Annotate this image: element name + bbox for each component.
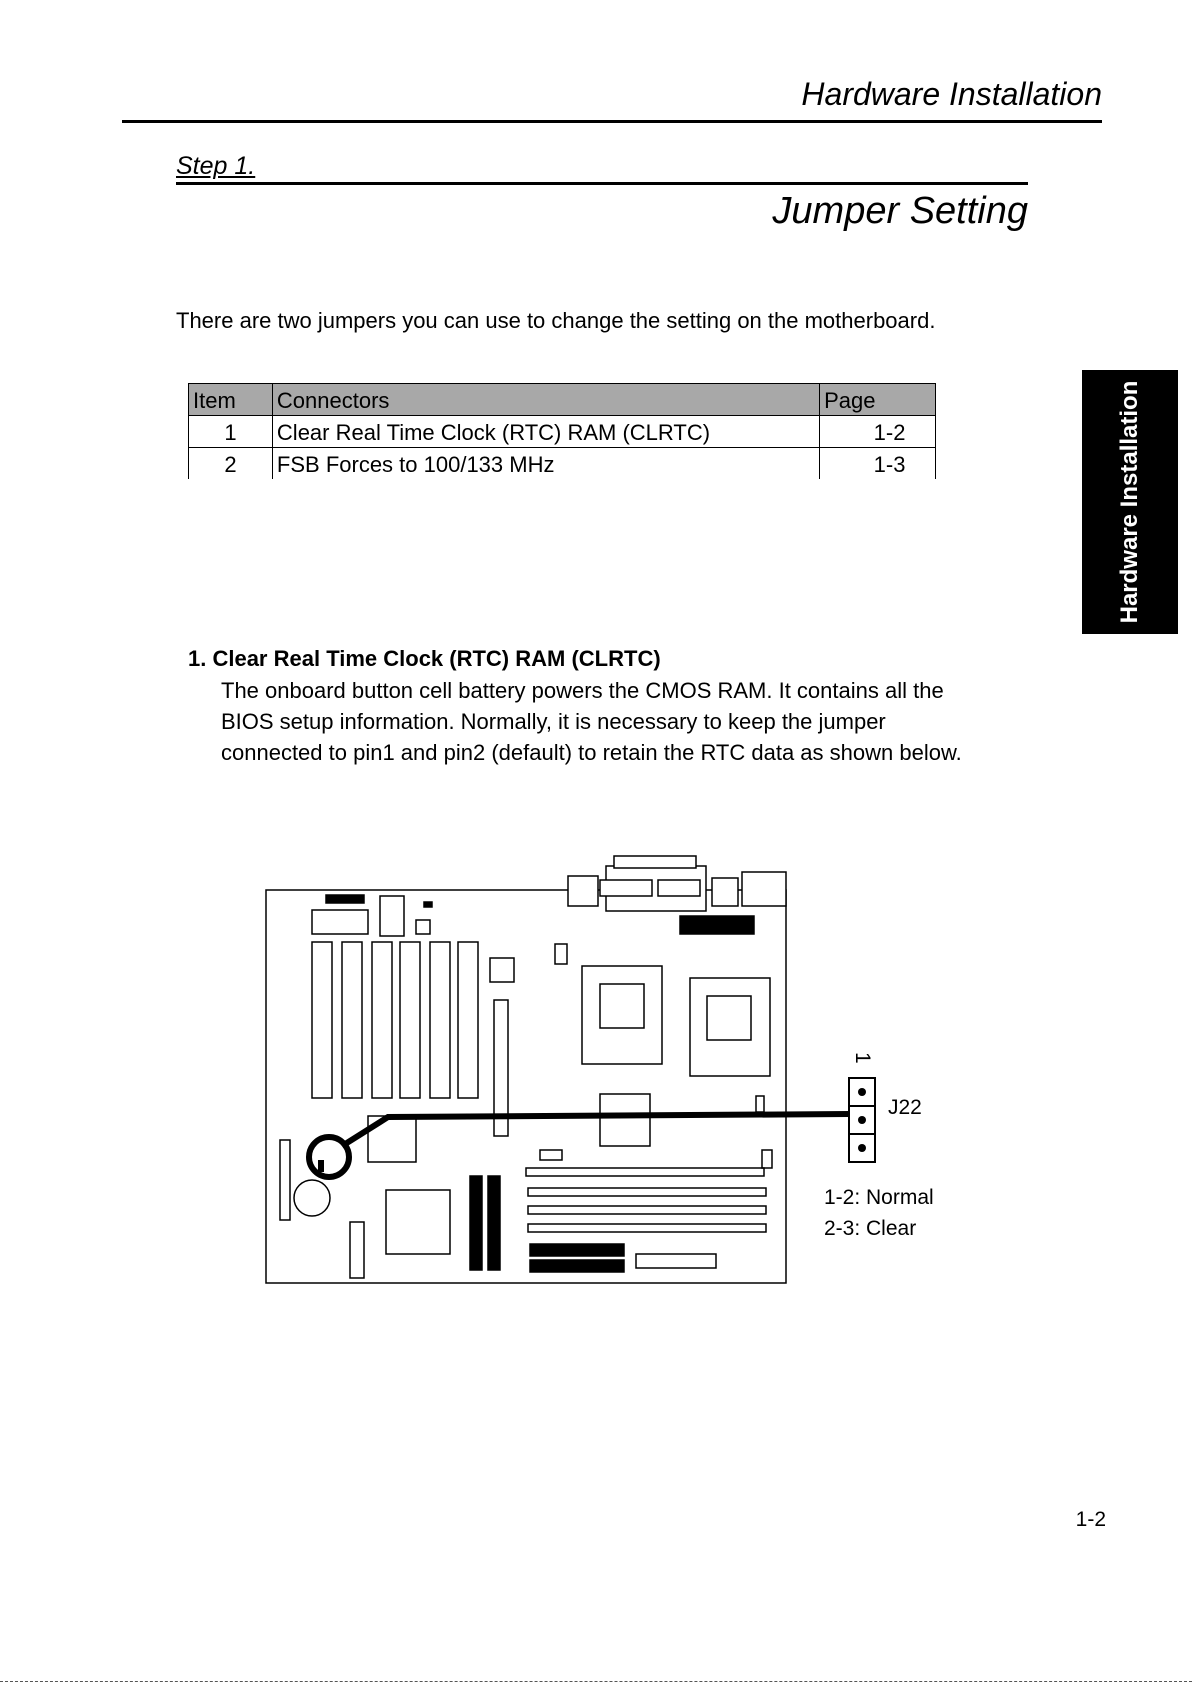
table-cell-connector: Clear Real Time Clock (RTC) RAM (CLRTC): [272, 416, 819, 448]
expansion-slot: [372, 942, 392, 1098]
table-header-connectors: Connectors: [272, 384, 819, 416]
expansion-slot: [312, 942, 332, 1098]
intro-paragraph: There are two jumpers you can use to change the setting on the motherboard.: [176, 308, 936, 333]
item-body-line: BIOS setup information. Normally, it is necessary to keep the jumper: [221, 709, 886, 734]
floppy-connector: [530, 1260, 624, 1272]
floppy-connector: [530, 1244, 624, 1256]
table-header-item: Item: [189, 384, 273, 416]
item-heading: 1. Clear Real Time Clock (RTC) RAM (CLRTC): [188, 646, 661, 671]
header-pins: [762, 1150, 772, 1168]
io-connector: [712, 878, 738, 906]
io-connector: [742, 872, 786, 906]
expansion-slot: [430, 942, 450, 1098]
fan-header: [555, 944, 567, 964]
table-cell-item: 2: [189, 448, 273, 480]
chipset: [600, 1094, 650, 1146]
chip: [416, 920, 430, 934]
io-connector: [658, 880, 700, 896]
running-header-title: Hardware Installation: [801, 76, 1102, 112]
expansion-slot: [400, 942, 420, 1098]
header-pins: [424, 902, 432, 907]
cpu-slot: [582, 966, 662, 1064]
ide-connector: [488, 1176, 500, 1270]
side-tab-label: Hardware Installation: [1116, 380, 1143, 624]
battery: [294, 1180, 330, 1216]
section-title: Jumper Setting: [772, 190, 1028, 232]
callout-leader-line: [342, 1114, 849, 1146]
jumper-pin: [858, 1088, 866, 1096]
pin-one-label: 1: [851, 1052, 874, 1064]
cpu-die: [707, 996, 751, 1040]
floppy-connector: [636, 1254, 716, 1268]
io-connector: [614, 856, 696, 868]
io-connector: [568, 876, 598, 906]
dimm-slot: [528, 1188, 766, 1196]
item-body-line: connected to pin1 and pin2 (default) to retain the RTC data as shown below.: [221, 740, 962, 765]
header-pins: [350, 1222, 364, 1278]
step-label: Step 1.: [176, 152, 256, 180]
dimm-slot: [526, 1168, 764, 1176]
dimm-slot: [528, 1224, 766, 1232]
chip: [380, 896, 404, 936]
jumper-on-board: [318, 1160, 324, 1172]
table-header-page: Page: [820, 384, 936, 416]
cpu-slot: [690, 978, 770, 1076]
jumper-pin: [858, 1144, 866, 1152]
cpu-die: [600, 984, 644, 1028]
io-connector: [600, 880, 652, 896]
dimm-slot: [528, 1206, 766, 1214]
expansion-slot: [458, 942, 478, 1098]
jumper-setting-normal: 1-2: Normal: [824, 1186, 934, 1209]
jumper-pin: [858, 1116, 866, 1124]
table-cell-page: 1-2: [820, 416, 936, 448]
chip: [490, 958, 514, 982]
power-connector: [680, 916, 754, 934]
header-pins: [540, 1150, 562, 1160]
chipset: [386, 1190, 450, 1254]
header-pins: [326, 895, 364, 903]
page-number: 1-2: [1075, 1508, 1106, 1531]
header-pins: [756, 1096, 764, 1112]
chip: [312, 910, 368, 934]
table-cell-connector: FSB Forces to 100/133 MHz: [272, 448, 819, 480]
table-cell-item: 1: [189, 416, 273, 448]
jumper-setting-clear: 2-3: Clear: [824, 1217, 917, 1240]
ide-connector: [470, 1176, 482, 1270]
page-bottom-edge: [0, 1681, 1192, 1682]
expansion-slot: [342, 942, 362, 1098]
item-body-line: The onboard button cell battery powers the CMOS RAM. It contains all the: [221, 678, 944, 703]
front-panel-header: [280, 1140, 290, 1220]
jumper-name-label: J22: [888, 1096, 922, 1119]
table-cell-page: 1-3: [820, 448, 936, 480]
